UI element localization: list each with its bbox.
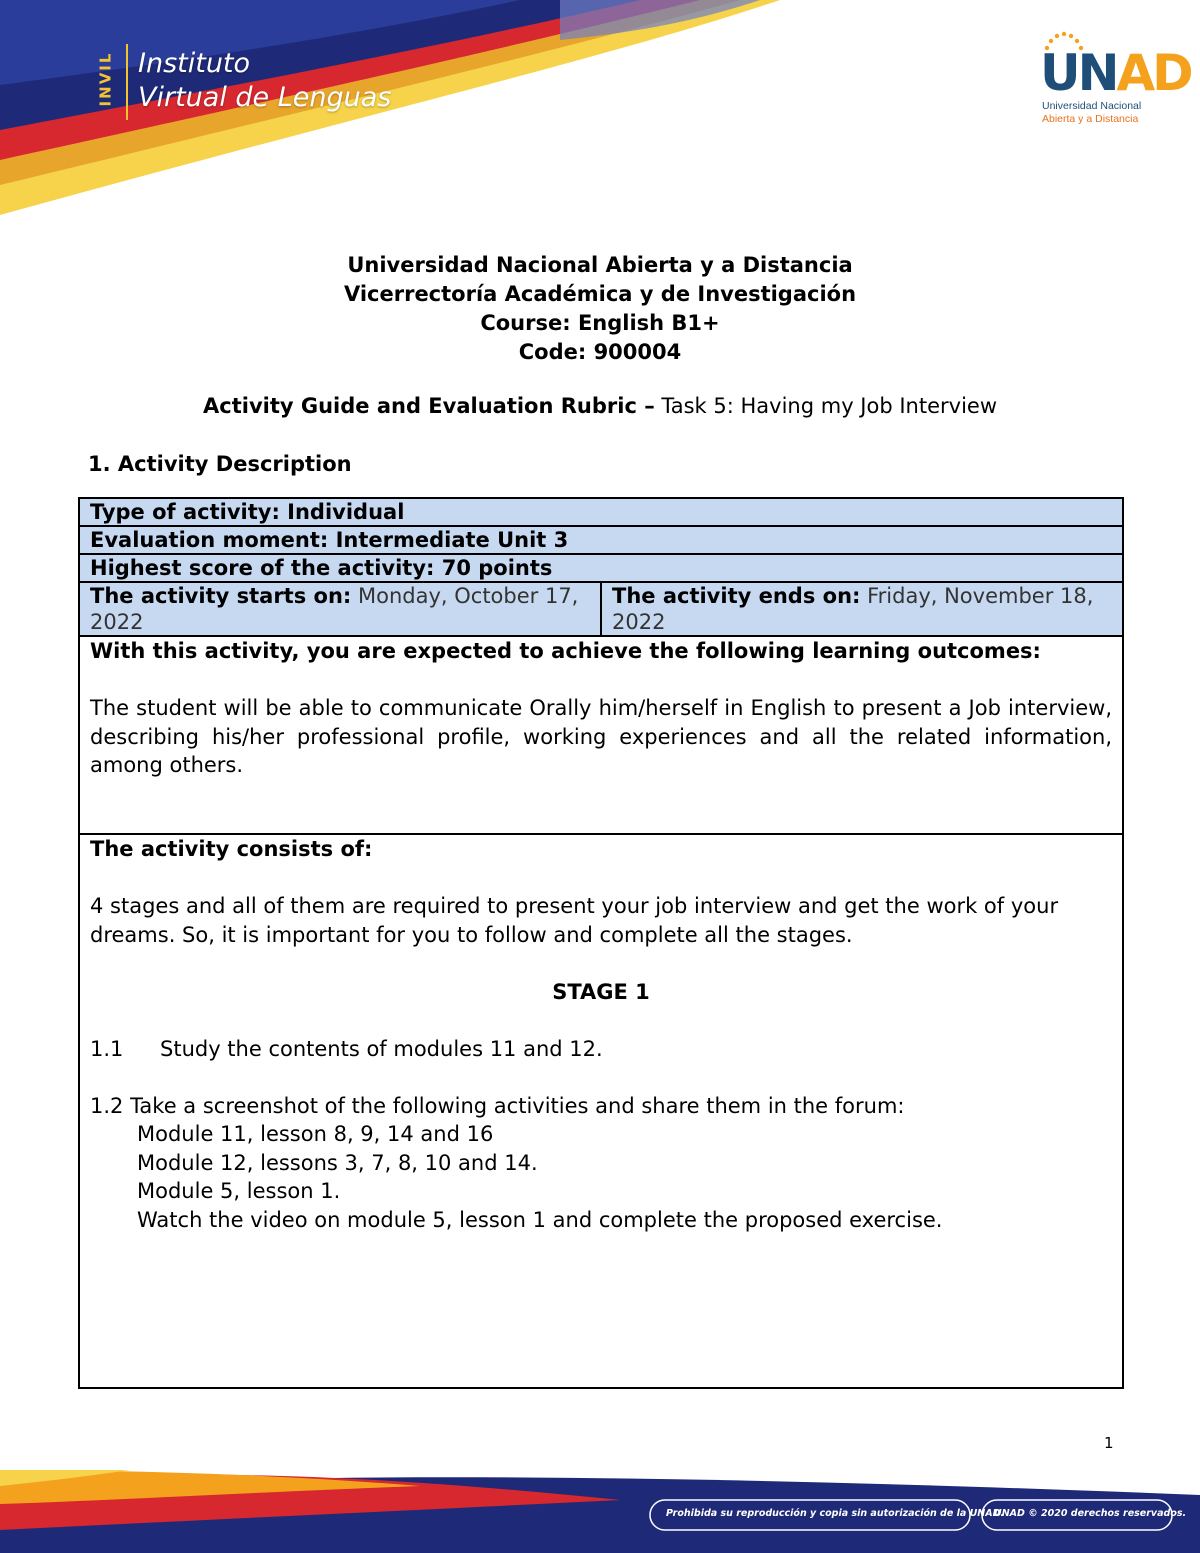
brand-line-2: Virtual de Lenguas xyxy=(138,82,392,113)
list-item: Module 11, lesson 8, 9, 14 and 16 xyxy=(137,1122,494,1146)
guide-title-rest: Task 5: Having my Job Interview xyxy=(654,394,997,418)
consists-heading: The activity consists of: xyxy=(90,837,373,861)
table-row xyxy=(79,834,1123,1388)
unad-logo-word: UNAD xyxy=(1040,44,1191,102)
activity-consists xyxy=(79,834,1123,1388)
type-of-activity: Type of activity: Individual xyxy=(79,498,1123,526)
list-item: Watch the video on module 5, lesson 1 and complete the proposed exercise. xyxy=(137,1207,943,1232)
table-row xyxy=(79,636,1123,834)
consists-text: 4 stages and all of them are required to present your job interview and get the work of your dreams. So, it is important for you to follow and complete all the stages. xyxy=(90,894,1059,947)
end-label: The activity ends on: xyxy=(612,584,861,608)
brand-side-text: INVIL xyxy=(96,51,115,107)
unad-logo xyxy=(1040,30,1191,130)
outcomes-heading: With this activity, you are expected to achieve the following learning outcomes: xyxy=(90,639,1041,663)
step-1-2-text: 1.2 Take a screenshot of the following activities and share them in the forum: xyxy=(90,1093,905,1118)
document-title xyxy=(0,251,1200,367)
activity-end xyxy=(601,582,1123,636)
table-row xyxy=(79,498,1123,526)
highest-score: Highest score of the activity: 70 points xyxy=(79,554,1123,582)
brand-line-1: Instituto xyxy=(138,48,251,79)
evaluation-moment: Evaluation moment: Intermediate Unit 3 xyxy=(79,526,1123,554)
footer-copyright-notice: Prohibida su reproducción y copia sin autorización de la UNAD. xyxy=(666,1508,1005,1519)
step-1-1-number: 1.1 xyxy=(90,1036,124,1061)
unad-logo-sub1: Universidad Nacional xyxy=(1042,100,1142,112)
guide-title-bold: Activity Guide and Evaluation Rubric – xyxy=(203,394,655,418)
learning-outcomes xyxy=(79,636,1123,834)
activity-start xyxy=(79,582,601,636)
title-course: Course: English B1+ xyxy=(480,311,720,335)
outcomes-text: The student will be able to communicate Orally him/herself in English to present a Job interview, describing his/her professional profile, working experiences and all the related information, among others. xyxy=(90,696,1112,777)
activity-table xyxy=(78,497,1124,1389)
title-code: Code: 900004 xyxy=(518,340,682,364)
section-heading: 1. Activity Description xyxy=(88,452,352,476)
title-vicerrectoria: Vicerrectoría Académica y de Investigación xyxy=(343,282,857,306)
stage-title: STAGE 1 xyxy=(552,979,650,1004)
step-1-1 xyxy=(90,1035,1112,1064)
table-row xyxy=(79,582,1123,636)
list-item: Module 12, lessons 3, 7, 8, 10 and 14. xyxy=(137,1150,538,1175)
table-row xyxy=(79,526,1123,554)
footer-rights: UNAD © 2020 derechos reservados. xyxy=(994,1508,1187,1519)
table-row xyxy=(79,554,1123,582)
brand-side-mark xyxy=(96,44,128,120)
end-value: Friday, November 18, 2022 xyxy=(612,584,1094,634)
start-label: The activity starts on: xyxy=(90,584,352,608)
page-number: 1 xyxy=(1104,1434,1114,1452)
title-university: Universidad Nacional Abierta y a Distancia xyxy=(347,253,853,277)
unad-logo-sub2: Abierta y a Distancia xyxy=(1042,113,1139,125)
list-item: Module 5, lesson 1. xyxy=(137,1179,341,1203)
guide-title xyxy=(0,394,1200,418)
start-value: Monday, October 17, 2022 xyxy=(90,584,579,634)
step-1-1-text: Study the contents of modules 11 and 12. xyxy=(160,1036,603,1061)
